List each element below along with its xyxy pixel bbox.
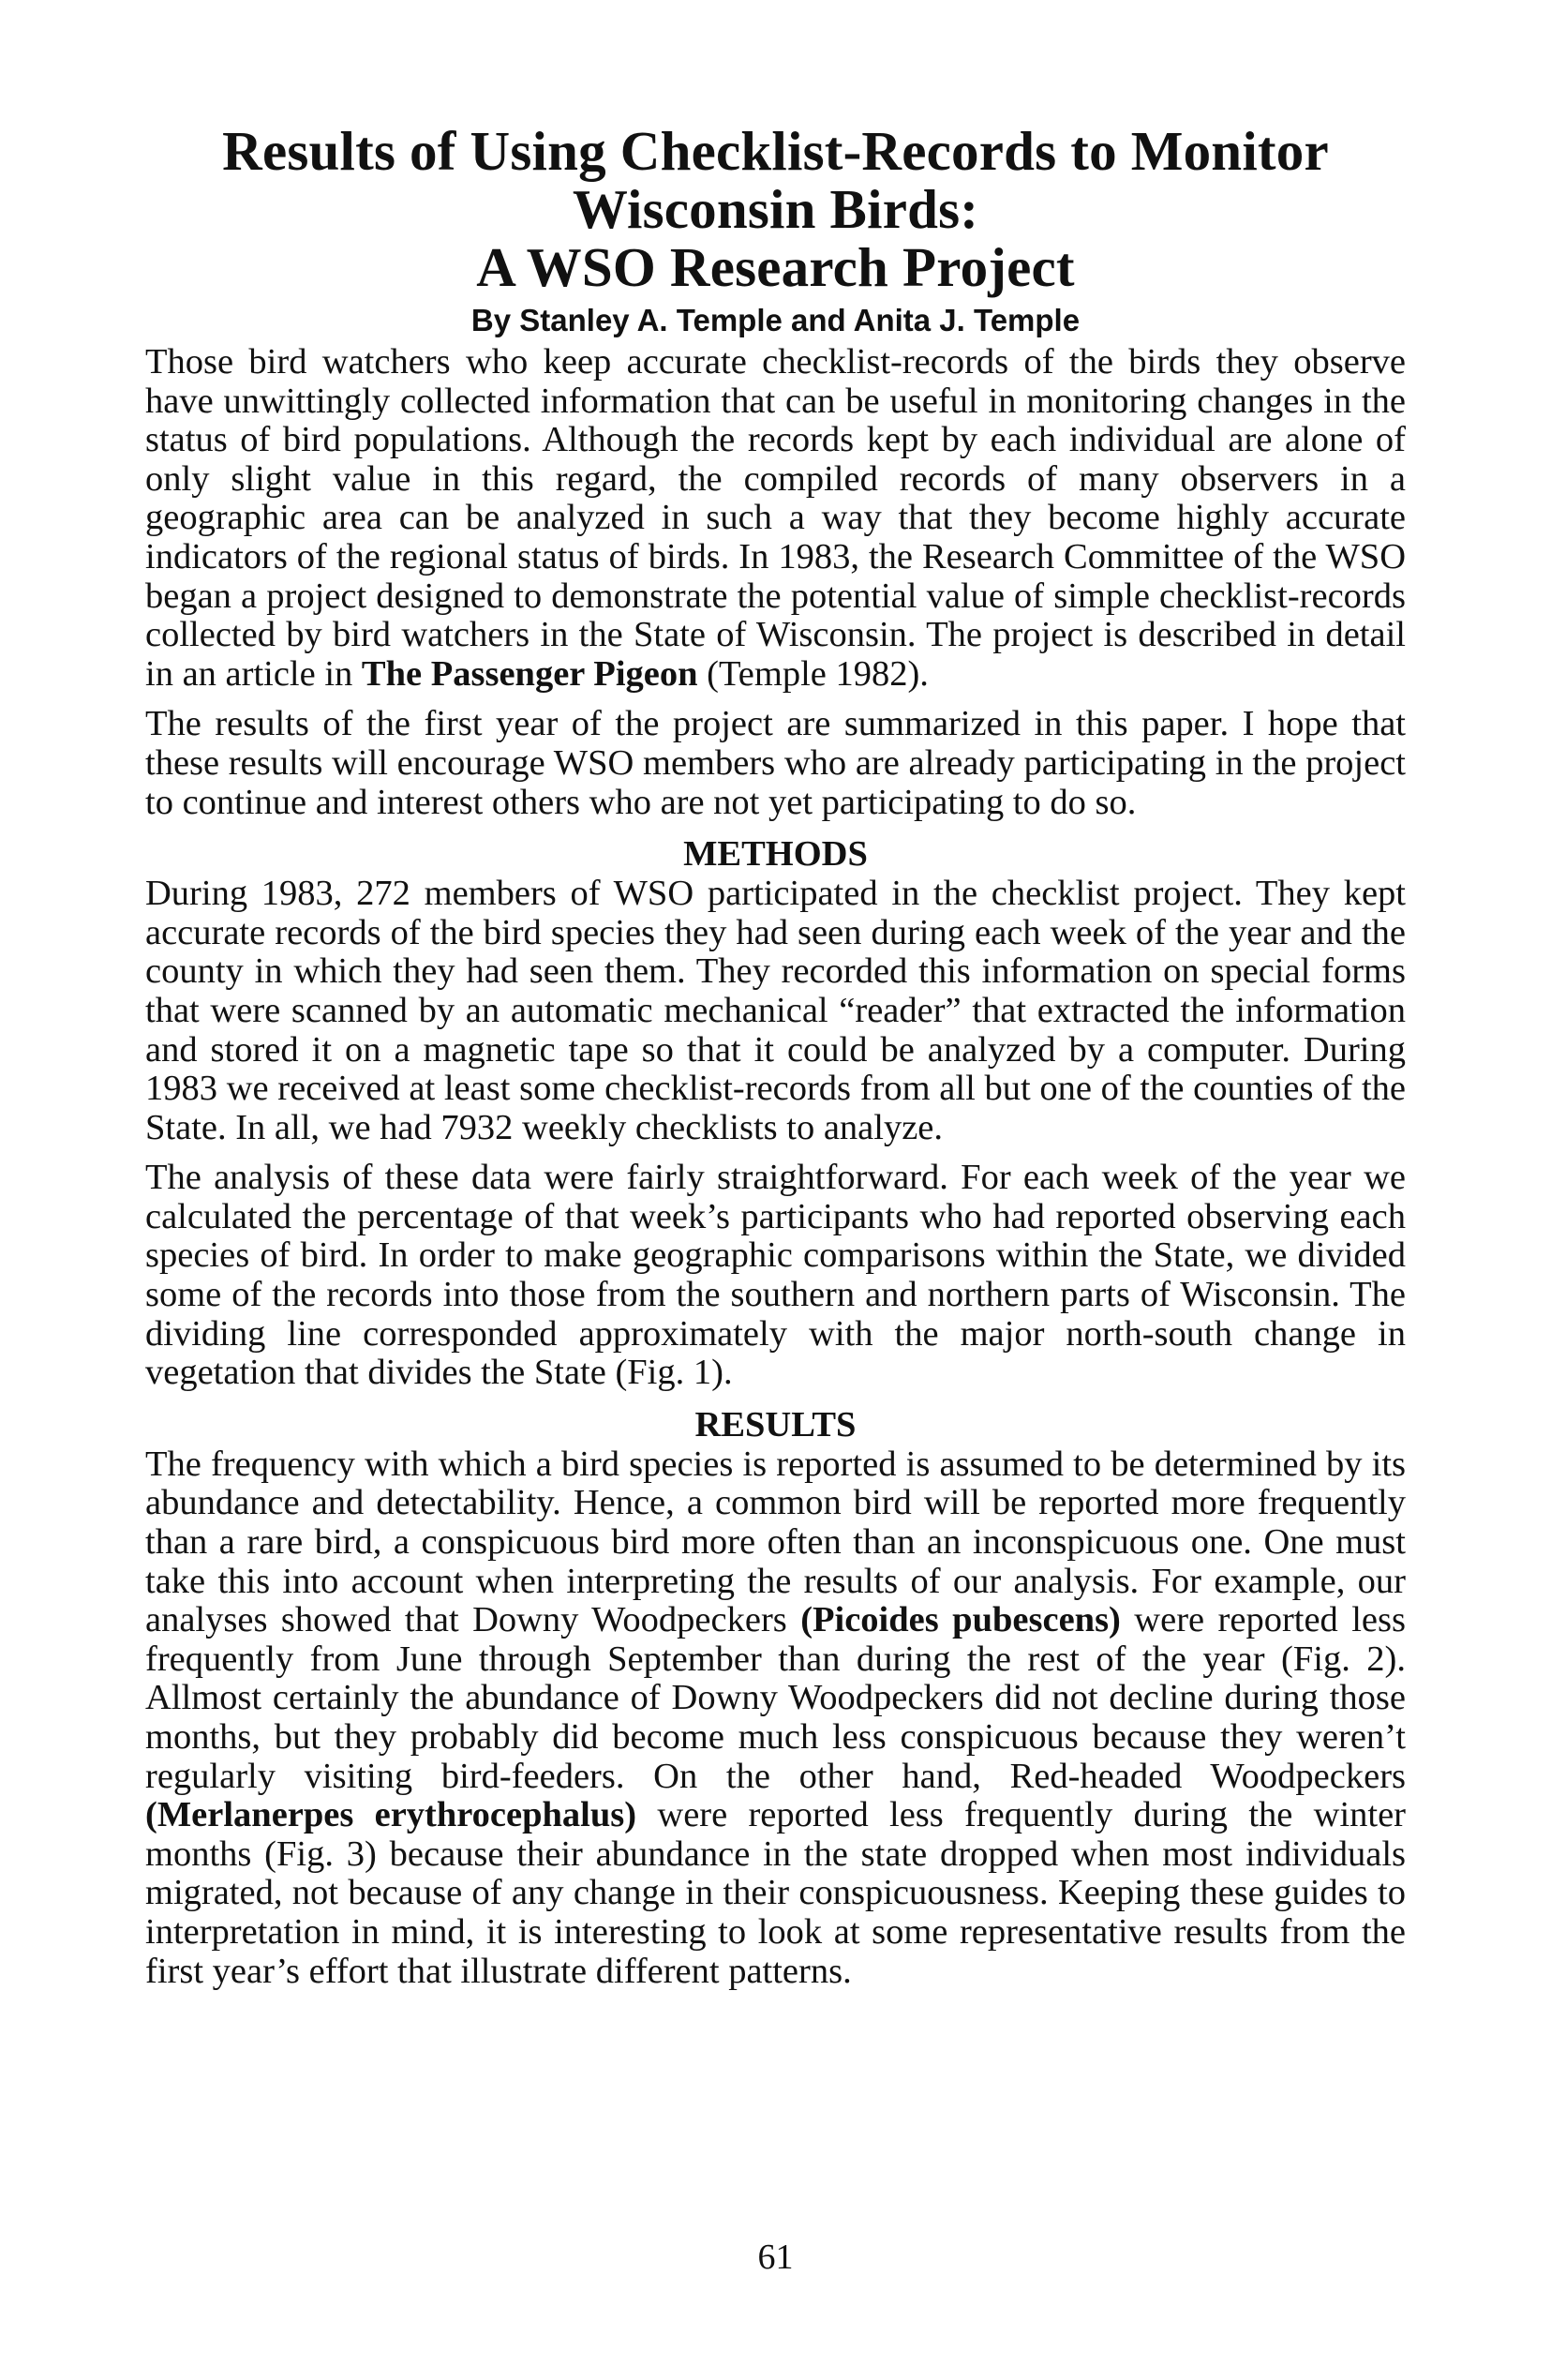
intro-paragraph-1 xyxy=(145,343,1406,694)
intro-p1-end: (Temple 1982). xyxy=(697,653,929,694)
results-paragraph xyxy=(145,1445,1406,1991)
title-line-2: Wisconsin Birds: xyxy=(572,178,979,240)
methods-paragraph-2: The analysis of these data were fairly straightforward. For each week of the year we calculated the percentage of that week’s participants who had reported observing each species of bird. In order to make geographic comparisons within the State, we divided some of the records into those from the southern and northern parts of Wisconsin. The dividing line corresponded approximately with the major north-south change in vegetation that divides the State (Fig. 1). xyxy=(145,1158,1406,1393)
page-number: 61 xyxy=(757,2238,794,2277)
journal-name: The Passenger Pigeon xyxy=(361,653,698,694)
methods-heading: METHODS xyxy=(683,834,868,875)
species-red-headed-woodpecker: (Merlanerpes erythrocephalus) xyxy=(145,1795,637,1835)
species-downy-woodpecker: (Picoides pubescens) xyxy=(800,1600,1121,1640)
methods-paragraph-1: During 1983, 272 members of WSO participated in the checklist project. They kept accurate records of the bird species they had seen during each week of the year and the county in which they had seen them. They recorded this information on special forms that were scanned by an automatic mechanical “reader” that extracted the information and stored it on a magnetic tape so that it could be analyzed by a computer. During 1983 we received at least some checklist-records from all but one of the counties of the State. In all, we had 7932 weekly checklists to analyze. xyxy=(145,874,1406,1147)
intro-p1-text: Those bird watchers who keep accurate checklist-records of the birds they observe have unwittingly collected information that can be useful in monitoring changes in the status of bird populations. Although the records kept by each individual are alone of only slight value in this regard, the compiled records of many observers in a geographic area can be analyzed in such a way that they become highly accurate indicators of the regional status of birds. In 1983, the Research Committee of the WSO began a project designed to demonstrate the potential value of simple checklist-records collected by bird watchers in the State of Wisconsin. The project is described in detail in an article in xyxy=(145,342,1406,694)
results-heading: RESULTS xyxy=(694,1404,857,1444)
article-title xyxy=(145,122,1406,296)
results-text-a: The frequency with which a bird species is reported is assumed to be determined by its abundance and detectability. Hence, a common bird will be reported more frequently than a rare bird, a conspicuous bird more often than an inconspicuous one. One must take this into account when interpreting the results of our analysis. For example, our analyses showed that Downy Woodpeckers xyxy=(145,1444,1406,1640)
title-line-3: A WSO Research Project xyxy=(476,236,1075,298)
byline: By Stanley A. Temple and Anita J. Temple xyxy=(470,303,1081,337)
results-text-b: were reported less frequently from June through September than during the rest of the year (Fig. 2). Allmost certainly the abundance of Downy Woodpeckers did not decline during those months, but they probably did become much less conspicuous because they weren’t regularly visiting bird-feeders. On the other hand, Red-headed Woodpeckers xyxy=(145,1600,1406,1796)
intro-paragraph-2: The results of the first year of the project are summarized in this paper. I hope that these results will encourage WSO members who are already participating in the project to continue and interest others who are not yet participating to do so. xyxy=(145,704,1406,822)
title-line-1: Results of Using Checklist-Records to Monitor xyxy=(222,120,1329,182)
results-text-c: were reported less frequently during the winter months (Fig. 3) because their abundance in the state dropped when most individuals migrated, not because of any change in their conspicuousness. Keeping these guides to interpretation in mind, it is interesting to look at some representative results from the first year’s effort that illustrate different patterns. xyxy=(145,1795,1406,1991)
article xyxy=(145,122,1406,1991)
